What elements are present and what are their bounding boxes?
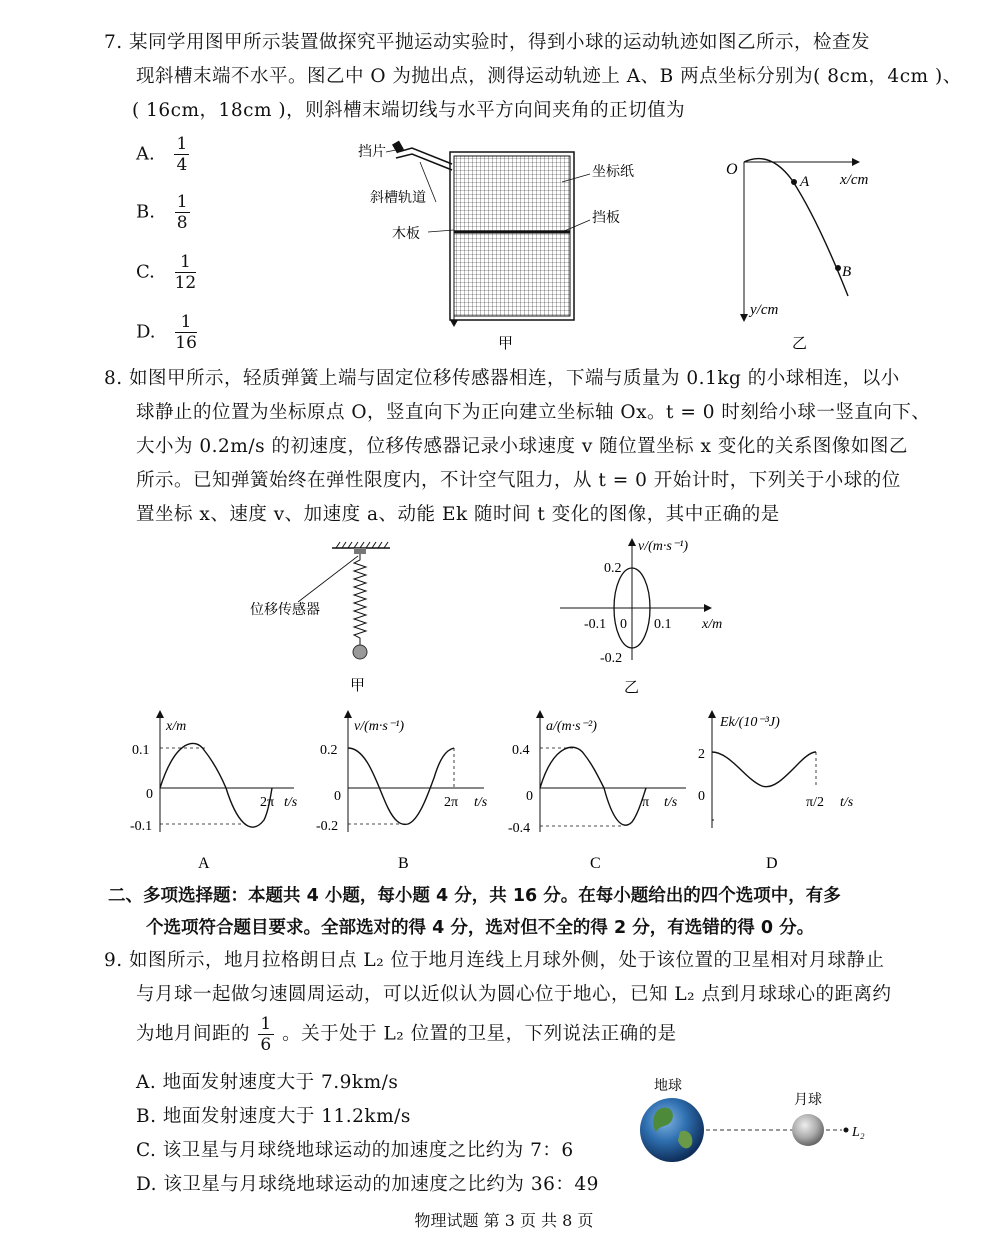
svg-text:-0.1: -0.1 <box>584 617 607 632</box>
q7-option-d: D. $\frac{1}{16}$ <box>136 312 197 353</box>
svg-text:2: 2 <box>698 747 705 762</box>
q9-option-a: A. 地面发射速度大于 7.9km/s <box>136 1072 399 1093</box>
svg-text:a/(m·s⁻²): a/(m·s⁻²) <box>546 719 597 734</box>
page-footer: 物理试题 第 3 页 共 8 页 <box>414 1211 594 1230</box>
q8-figure-yi <box>556 536 756 698</box>
svg-text:0.2: 0.2 <box>604 561 622 576</box>
svg-text:0: 0 <box>620 617 627 632</box>
section2-line2: 个选项符合题目要求。全部选对的得 4 分，选对但不全的得 2 分，有选错的得 0 分。 <box>146 918 815 938</box>
svg-text:0: 0 <box>146 787 153 802</box>
q7-line2: 现斜槽末端不水平。图乙中 O 为抛出点，测得运动轨迹上 A、B 两点坐标分别为( 8cm，4cm )、 <box>136 66 962 87</box>
svg-text:π/2: π/2 <box>806 795 824 810</box>
trajectory-curve <box>744 159 848 296</box>
q8-line2: 球静止的位置为坐标原点 O，竖直向下为正向建立坐标轴 Ox。t = 0 时刻给小球一竖直向下、 <box>136 402 931 423</box>
svg-text:A: A <box>800 174 810 190</box>
svg-text:-0.2: -0.2 <box>600 651 623 666</box>
l2-point <box>844 1128 849 1133</box>
svg-text:0: 0 <box>526 789 533 804</box>
svg-text:乙: 乙 <box>792 336 808 352</box>
ball <box>353 645 367 659</box>
svg-text:x/cm: x/cm <box>840 172 869 188</box>
q9-option-d: D. 该卫星与月球绕地球运动的加速度之比约为 36：49 <box>136 1174 599 1195</box>
svg-text:2π: 2π <box>444 795 459 810</box>
svg-text:Ek/(10⁻³J): Ek/(10⁻³J) <box>720 715 780 730</box>
label-muban: 木板 <box>392 227 420 242</box>
svg-text:C: C <box>590 855 601 872</box>
point-b <box>835 265 841 271</box>
q8-figure-jia <box>240 540 420 700</box>
svg-text:x/m: x/m <box>166 719 187 734</box>
svg-text:D: D <box>766 855 778 872</box>
label-dangban: 挡板 <box>592 211 620 226</box>
q7-option-a: A. $\frac{1}{4}$ <box>136 134 188 175</box>
q9-line3: 为地月间距的 $\frac{1}{6}$ 。关于处于 L₂ 位置的卫星，下列说法正确的是 <box>136 1014 677 1055</box>
q9-line2: 与月球一起做匀速圆周运动，可以近似认为圆心位于地心，已知 L₂ 点到月球球心的距离约 <box>136 984 892 1005</box>
label-dangpian: 挡片 <box>358 145 386 160</box>
svg-text:0.1: 0.1 <box>654 617 672 632</box>
svg-text:O: O <box>726 161 738 178</box>
svg-text:0.2: 0.2 <box>320 743 338 758</box>
label-zuobiaozhi: 坐标纸 <box>592 165 634 180</box>
sensor-label: 位移传感器 <box>250 603 320 618</box>
graph-b <box>314 708 504 874</box>
svg-text:2π: 2π <box>260 795 275 810</box>
svg-text:B: B <box>398 855 409 872</box>
svg-text:t/s: t/s <box>840 795 854 810</box>
graph-d <box>694 708 884 874</box>
svg-text:0: 0 <box>698 789 705 804</box>
earth-icon <box>640 1098 704 1162</box>
q7-line1: 7. 某同学用图甲所示装置做探究平抛运动实验时，得到小球的运动轨迹如图乙所示，检查发 <box>104 32 871 53</box>
q8-line4: 所示。已知弹簧始终在弹性限度内，不计空气阻力，从 t = 0 开始计时，下列关于小球的位 <box>136 470 901 491</box>
graph-a <box>126 708 306 874</box>
graph-c <box>506 708 696 874</box>
svg-text:y/cm: y/cm <box>750 302 779 318</box>
svg-text:π: π <box>642 795 650 810</box>
svg-text:乙: 乙 <box>624 680 640 696</box>
q9-figure <box>636 1074 876 1168</box>
q7-line3: ( 16cm，18cm )，则斜槽末端切线与水平方向间夹角的正切值为 <box>132 100 686 121</box>
svg-text:B: B <box>842 264 852 280</box>
point-a <box>791 179 797 185</box>
svg-text:0.4: 0.4 <box>512 743 530 758</box>
svg-text:t/s: t/s <box>664 795 678 810</box>
q7-figure-yi <box>720 146 890 352</box>
section2-line1: 二、多项选择题：本题共 4 小题，每小题 4 分，共 16 分。在每小题给出的四个选项中，有多 <box>108 886 841 906</box>
caption-jia: 甲 <box>498 336 514 352</box>
q7-option-c: C. $\frac{1}{12}$ <box>136 252 197 293</box>
moon-icon <box>792 1114 824 1146</box>
svg-text:v/(m·s⁻¹): v/(m·s⁻¹) <box>638 539 689 554</box>
q9-line1: 9. 如图所示，地月拉格朗日点 L₂ 位于地月连线上月球外侧，处于该位置的卫星相对月球静止 <box>104 950 885 971</box>
svg-text:L₂: L₂ <box>852 1125 865 1140</box>
svg-text:-0.1: -0.1 <box>130 819 153 834</box>
label-guidao: 斜槽轨道 <box>370 191 426 206</box>
svg-text:地球: 地球 <box>654 1079 682 1094</box>
q7-figure-jia <box>340 130 660 352</box>
svg-text:t/s: t/s <box>474 795 488 810</box>
svg-text:v/(m·s⁻¹): v/(m·s⁻¹) <box>354 719 405 734</box>
svg-text:-0.4: -0.4 <box>508 821 531 836</box>
svg-text:0: 0 <box>334 789 341 804</box>
svg-text:A: A <box>198 855 210 872</box>
svg-text:甲: 甲 <box>350 678 366 694</box>
q8-line5: 置坐标 x、速度 v、加速度 a、动能 Ek 随时间 t 变化的图像，其中正确的是 <box>136 504 780 525</box>
svg-text:0.1: 0.1 <box>132 743 150 758</box>
q8-line1: 8. 如图甲所示，轻质弹簧上端与固定位移传感器相连，下端与质量为 0.1kg 的小球相连，以小 <box>104 368 900 389</box>
q9-option-c: C. 该卫星与月球绕地球运动的加速度之比约为 7：6 <box>136 1140 574 1161</box>
svg-text:x/m: x/m <box>702 617 723 632</box>
svg-text:t/s: t/s <box>284 795 298 810</box>
q7-option-b: B. $\frac{1}{8}$ <box>136 192 188 233</box>
svg-text:-0.2: -0.2 <box>316 819 339 834</box>
svg-text:月球: 月球 <box>794 1093 822 1108</box>
q9-option-b: B. 地面发射速度大于 11.2km/s <box>136 1106 411 1127</box>
q8-line3: 大小为 0.2m/s 的初速度，位移传感器记录小球速度 v 随位置坐标 x 变化的关系图像如图乙 <box>136 436 908 457</box>
